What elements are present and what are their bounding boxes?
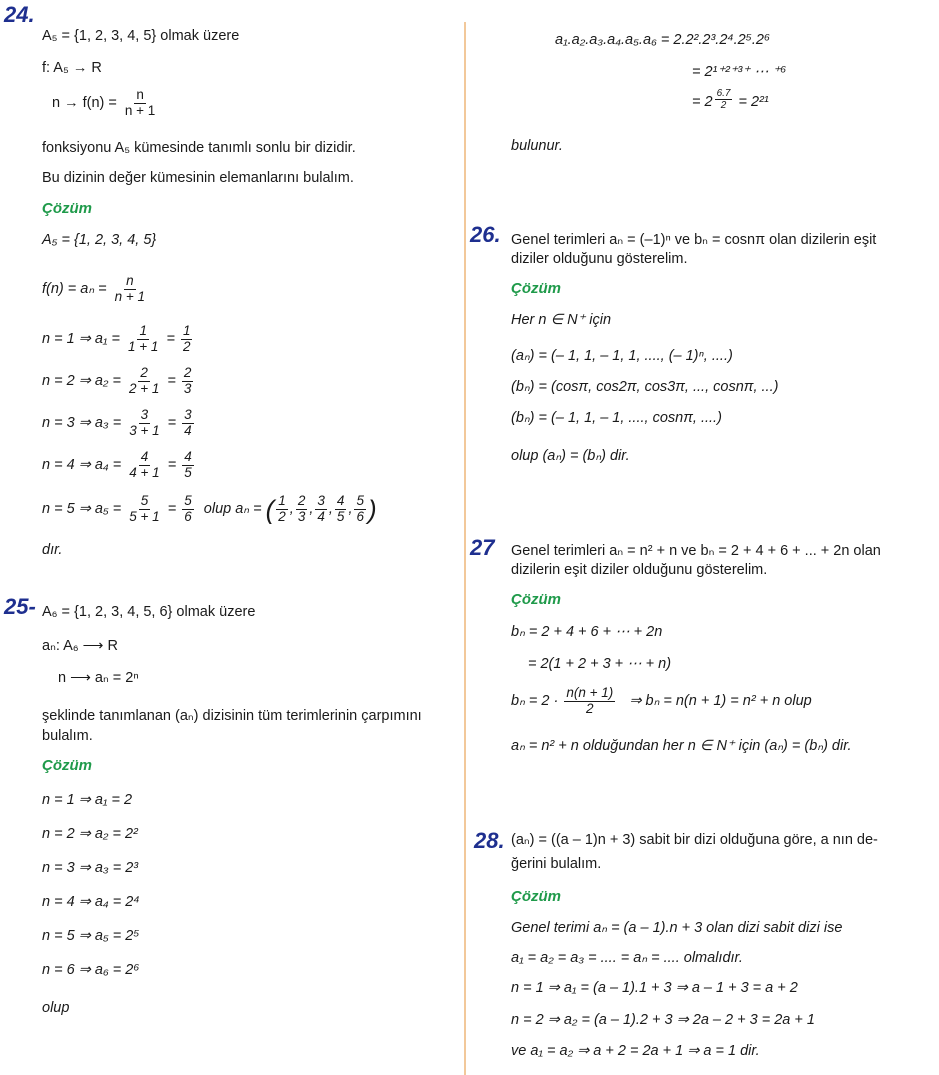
problem-number-26: 26. (470, 222, 501, 247)
numerator: 2 (140, 365, 148, 380)
q25-line-4: şeklinde tanımlanan (aₙ) dizisinin tüm terimlerinin çarpımını (42, 708, 422, 724)
q26-sol-line-4: (bₙ) = (– 1, 1, – 1, ...., cosnπ, ....) (511, 410, 722, 426)
q24-row-1: n = 1 ⇒ a₁ = $\frac{1}{1 + 1}$ = $\frac{1}{2}$ (42, 323, 191, 354)
row-fraction-1 (127, 366, 161, 397)
denominator: 5 + 1 (129, 508, 160, 524)
q25-row-5: n = 5 ⇒ a₅ = 2⁵ (42, 928, 140, 944)
q26-sol-line-5: olup (aₙ) = (bₙ) dir. (511, 448, 630, 464)
q25-exponent-fraction (715, 88, 733, 111)
denominator: 5 (336, 508, 345, 524)
row-fraction-1 (127, 494, 161, 525)
q28-sol-line-4: n = 2 ⇒ a₂ = (a – 1).2 + 3 ⇒ 2a – 2 + 3 = 2a + 1 (511, 1012, 815, 1028)
q24-sol-line-1: A₅ = {1, 2, 3, 4, 5} (42, 232, 157, 248)
q25-product-line-2: = 2¹⁺²⁺³⁺ ⋯ ⁺⁶ (692, 64, 787, 80)
q26-solution-heading: Çözüm (511, 280, 561, 297)
numerator: 5 (140, 493, 149, 508)
q25-product-line-3 (692, 88, 769, 111)
problem-number-28: 28. (474, 828, 505, 853)
q24-sol-fraction (113, 274, 147, 305)
column-divider (464, 22, 466, 1075)
numerator: n (126, 273, 134, 288)
row-fraction-2 (182, 408, 194, 439)
q25-end: olup (42, 1000, 70, 1016)
row-fraction-2 (182, 494, 194, 525)
q27-sol-line-4: aₙ = n² + n olduğundan her n ∈ N⁺ için (aₙ) = (bₙ) dir. (511, 738, 852, 754)
q24-line-4: fonksiyonu A₅ kümesinde tanımlı sonlu bir dizidir. (42, 140, 356, 156)
numerator: 2 (297, 493, 306, 508)
denominator: 6 (356, 508, 364, 524)
numerator: 3 (184, 407, 192, 422)
denominator: 4 (317, 508, 325, 524)
row-fraction-2 (182, 450, 194, 481)
q24-end: dır. (42, 542, 63, 558)
q26-sol-line-2: (aₙ) = (– 1, 1, – 1, 1, ...., (– 1)ⁿ, ....) (511, 348, 733, 364)
denominator: 3 + 1 (129, 422, 160, 438)
q25-solution-heading: Çözüm (42, 757, 92, 774)
q25-row-3: n = 3 ⇒ a₃ = 2³ (42, 860, 139, 876)
numerator: 6.7 (716, 88, 731, 99)
seq-fraction-1 (276, 494, 288, 525)
q24-function-lhs: n → f(n) = (52, 95, 117, 112)
denominator: 2 (182, 338, 191, 354)
q27-fraction (564, 686, 615, 717)
q26-line-2: diziler olduğunu gösterelim. (511, 251, 688, 267)
row-fraction-1 (126, 324, 160, 355)
row-lhs: n = 5 ⇒ a₅ = (42, 501, 122, 518)
q25-line-1: A₆ = {1, 2, 3, 4, 5, 6} olmak üzere (42, 604, 256, 620)
q24-line-5: Bu dizinin değer kümesinin elemanlarını bulalım. (42, 170, 354, 186)
q24-function-def (52, 88, 159, 119)
q26-line-1: Genel terimleri aₙ = (–1)ⁿ ve bₙ = cosnπ olan dizilerin eşit (511, 232, 877, 248)
denominator: 3 (183, 380, 192, 396)
q25-line-5: bulalım. (42, 728, 93, 744)
problem-number-27: 27 (470, 535, 495, 560)
denominator: 2 + 1 (128, 380, 160, 396)
row-lhs: n = 3 ⇒ a₃ = (42, 415, 122, 432)
q25-line-3: n ⟶ aₙ = 2ⁿ (58, 670, 139, 686)
row-fraction-2 (181, 324, 193, 355)
q28-line-2: ğerini bulalım. (511, 856, 602, 872)
q28-line-1: (aₙ) = ((a – 1)n + 3) sabit bir dizi olduğuna göre, a nın de- (511, 832, 878, 848)
numerator: 3 (317, 493, 325, 508)
denominator: 4 (184, 422, 192, 438)
row-fraction-1 (127, 450, 161, 481)
denominator: 3 (297, 508, 306, 524)
problem-number-25: 25- (4, 594, 36, 619)
q24-line-1: A₅ = {1, 2, 3, 4, 5} olmak üzere (42, 28, 240, 44)
denominator: 1 + 1 (128, 338, 159, 354)
q25-row-4: n = 4 ⇒ a₄ = 2⁴ (42, 894, 140, 910)
q25-c3-lhs: = 2 (692, 94, 713, 110)
q28-solution-heading: Çözüm (511, 888, 561, 905)
denominator: 5 (184, 464, 192, 480)
q25-row-6: n = 6 ⇒ a₆ = 2⁶ (42, 962, 140, 978)
q27-solution-heading: Çözüm (511, 591, 561, 608)
row-lhs: n = 1 ⇒ a₁ = (42, 331, 120, 348)
row-lhs: n = 4 ⇒ a₄ = (42, 457, 122, 474)
q25-product-line-1: a₁.a₂.a₃.a₄.a₅.a₆ = 2.2².2³.2⁴.2⁵.2⁶ (555, 32, 770, 48)
q24-row-5: n = 5 ⇒ a₅ = $\frac{5}{5 + 1}$ = $\frac{5}{6}$ olup aₙ = ( $\frac{1}{2}$ , $\frac{2}{3}$ , $\frac{3}{4}$ , $\frac{4}{5}$ , $\frac{5}{6}$ ) (42, 493, 377, 525)
numerator: n (136, 87, 144, 102)
row-fraction-1 (127, 408, 161, 439)
q24-sol-line-2 (42, 274, 149, 305)
problem-number-24: 24. (4, 2, 35, 27)
q28-sol-line-1: Genel terimi aₙ = (a – 1).n + 3 olan dizi sabit dizi ise (511, 920, 843, 936)
q28-sol-line-2: a₁ = a₂ = a₃ = .... = aₙ = .... olmalıdır. (511, 950, 743, 966)
numerator: 5 (356, 493, 364, 508)
denominator: 4 + 1 (129, 464, 160, 480)
q25-row-2: n = 2 ⇒ a₂ = 2² (42, 826, 138, 842)
numerator: 4 (336, 493, 345, 508)
q27-sol-line-3 (511, 686, 812, 717)
q26-sol-line-1: Her n ∈ N⁺ için (511, 312, 612, 328)
seq-fraction-2 (296, 494, 308, 525)
right-paren: ) (367, 494, 377, 525)
numerator: 2 (183, 365, 192, 380)
q27-sol-line-2: = 2(1 + 2 + 3 + ⋯ + n) (528, 656, 672, 672)
numerator: 3 (140, 407, 149, 422)
seq-fraction-4 (335, 494, 347, 525)
numerator: 1 (182, 323, 191, 338)
seq-fraction-5 (354, 494, 366, 525)
numerator: 1 (139, 323, 147, 338)
denominator: n + 1 (114, 288, 146, 304)
q24-row-3: n = 3 ⇒ a₃ = $\frac{3}{3 + 1}$ = $\frac{3}{4}$ (42, 407, 192, 438)
q24-olup-text: olup aₙ = (203, 501, 262, 518)
q24-sol-lhs: f(n) = aₙ = (42, 281, 107, 298)
q27-s3-lhs: bₙ = 2 · (511, 693, 559, 710)
numerator: 4 (140, 449, 149, 464)
q25-found: bulunur. (511, 138, 563, 154)
q25-c3-rhs: = 2²¹ (738, 94, 769, 110)
q28-sol-line-5: ve a₁ = a₂ ⇒ a + 2 = 2a + 1 ⇒ a = 1 dir. (511, 1043, 760, 1059)
row-lhs: n = 2 ⇒ a₂ = (42, 373, 121, 390)
numerator: n(n + 1) (566, 685, 614, 700)
q26-sol-line-3: (bₙ) = (cosπ, cos2π, cos3π, ..., cosnπ, ...) (511, 379, 779, 395)
denominator: 6 (184, 508, 192, 524)
numerator: 1 (278, 493, 286, 508)
q27-line-2: dizilerin eşit diziler olduğunu gösterelim. (511, 562, 768, 578)
q24-line-2: f: A₅ → R (42, 60, 102, 76)
q28-sol-line-3: n = 1 ⇒ a₁ = (a – 1).1 + 3 ⇒ a – 1 + 3 = a + 2 (511, 980, 798, 996)
q27-s3-rhs: ⇒ bₙ = n(n + 1) = n² + n olup (629, 693, 812, 710)
q27-sol-line-1: bₙ = 2 + 4 + 6 + ⋯ + 2n (511, 624, 663, 640)
q24-solution-heading: Çözüm (42, 200, 92, 217)
left-paren: ( (265, 494, 275, 525)
q27-line-1: Genel terimleri aₙ = n² + n ve bₙ = 2 + 4 + 6 + ... + 2n olan (511, 543, 881, 559)
denominator: 2 (720, 100, 727, 111)
denominator: 2 (586, 700, 594, 716)
numerator: 4 (184, 449, 192, 464)
denominator: n + 1 (124, 102, 156, 118)
numerator: 5 (184, 493, 192, 508)
q24-function-fraction (123, 88, 157, 119)
denominator: 2 (278, 508, 286, 524)
q25-line-2: aₙ: A₆ ⟶ R (42, 638, 118, 654)
seq-fraction-3 (315, 494, 327, 525)
q25-row-1: n = 1 ⇒ a₁ = 2 (42, 792, 133, 808)
row-fraction-2 (182, 366, 194, 397)
q24-row-2: n = 2 ⇒ a₂ = $\frac{2}{2 + 1}$ = $\frac{2}{3}$ (42, 365, 192, 396)
q24-row-4: n = 4 ⇒ a₄ = $\frac{4}{4 + 1}$ = $\frac{4}{5}$ (42, 449, 192, 480)
